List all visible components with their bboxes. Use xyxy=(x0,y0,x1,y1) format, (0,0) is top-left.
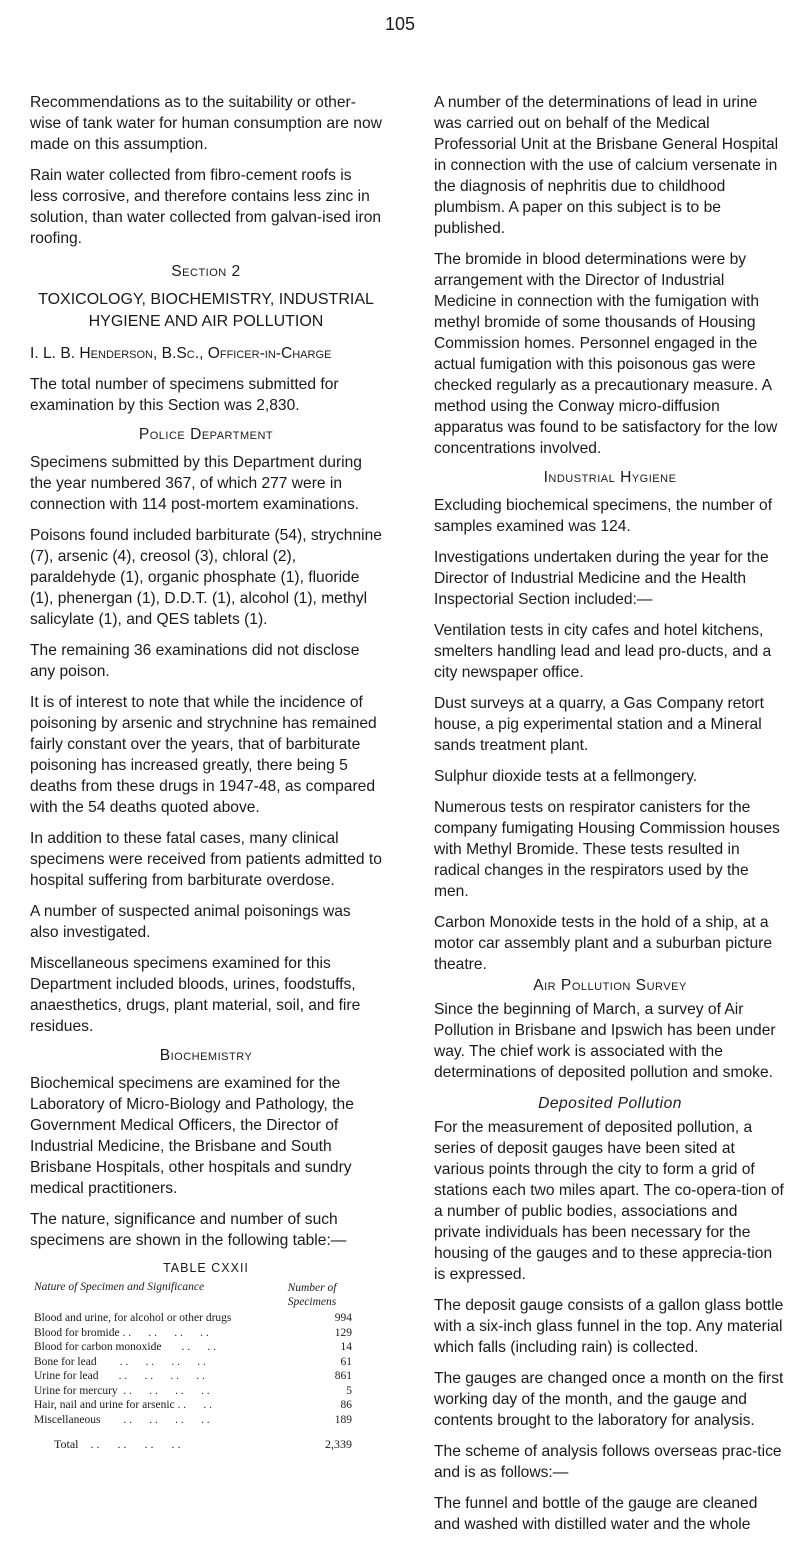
table-row xyxy=(34,1369,352,1384)
paragraph: It is of interest to note that while the incidence of poisoning by arsenic and strychnine has remained fairly constant over the years, that of barbiturate poisoning has increased greatly, there being 5 deaths from these drugs in 1947-48, as compared with the 54 deaths quoted above. xyxy=(30,694,377,816)
paragraph: Recommendations as to the suitability or other-wise of tank water for human consumption are now made on this assumption. xyxy=(30,94,382,153)
table-row xyxy=(34,1398,352,1413)
section-label: Section 2 xyxy=(171,263,241,280)
table-cell-number: 189 xyxy=(334,1413,352,1426)
paragraph: Miscellaneous specimens examined for this Department included bloods, urines, foodstuffs, anaesthetics, drugs, plant material, soil, and fire residues. xyxy=(30,955,361,1035)
paragraph: Specimens submitted by this Department during the year numbered 367, of which 277 were in connection with 114 post-mortem examinations. xyxy=(30,454,362,513)
table-cell-number: 14 xyxy=(340,1341,352,1353)
table-cell-number: 5 xyxy=(346,1384,352,1397)
paragraph: Dust surveys at a quarry, a Gas Company retort house, a pig experimental station and a Mineral sands treatment plant. xyxy=(434,695,764,754)
table-body xyxy=(34,1311,352,1427)
paragraph: The scheme of analysis follows overseas prac-tice and is as follows:— xyxy=(434,1443,782,1481)
paragraph: Biochemical specimens are examined for the Laboratory of Micro-Biology and Pathology, the Government Medical Officers, the Director of Industrial Medicine, the Brisbane and South Brisbane Hospitals, other hospitals and sundry medical practitioners. xyxy=(30,1075,354,1197)
table-cell-number: 61 xyxy=(340,1355,352,1368)
table-cell-nature: Blood for carbon monoxide . . . . xyxy=(34,1341,217,1353)
paragraph: Since the beginning of March, a survey of Air Pollution in Brisbane and Ipswich has been under way. The chief work is associated with the determinations of deposited pollution and smoke. xyxy=(434,1001,776,1081)
table-row xyxy=(34,1355,352,1370)
air-pollution-survey-heading: Air Pollution Survey xyxy=(533,977,687,994)
total-label: Total . . . . . . . . xyxy=(54,1437,181,1451)
paragraph: The deposit gauge consists of a gallon glass bottle with a six-inch glass funnel in the top. Any material which falls (including rain) is collected. xyxy=(434,1297,784,1356)
paragraph: Rain water collected from fibro-cement roofs is less corrosive, and therefore contains less zinc in solution, than water collected from galvan-ised iron roofing. xyxy=(30,167,382,247)
table-cell-nature: Hair, nail and urine for arsenic . . . . xyxy=(34,1399,213,1411)
officer-line: I. L. B. Henderson, B.Sc., Officer-in-Charge xyxy=(30,345,332,362)
table-cell-number: 129 xyxy=(334,1326,352,1339)
paragraph: Numerous tests on respirator canisters for the company fumigating Housing Commission houses with Methyl Bromide. These tests resulted in radical changes in the respirators used by the men. xyxy=(434,799,780,900)
table-row xyxy=(34,1384,352,1399)
table-cell-nature: Bone for lead . . . . . . . . xyxy=(34,1355,206,1368)
paragraph: A number of the determinations of lead in urine was carried out on behalf of the Medical Professorial Unit at the Brisbane General Hospital in connection with the use of calcium versenate in the diagnosis of nephritis due to childhood plumbism. A paper on this subject is to be published. xyxy=(434,94,779,237)
table-col-number: Number of Specimens xyxy=(287,1282,337,1308)
industrial-hygiene-heading: Industrial Hygiene xyxy=(543,469,677,486)
page-number: 105 xyxy=(384,14,416,34)
paragraph: A number of suspected animal poisonings was also investigated. xyxy=(30,903,351,941)
left-column xyxy=(30,92,382,1452)
table-header xyxy=(34,1281,352,1311)
table-row xyxy=(34,1311,352,1326)
paragraph: The total number of specimens submitted for examination by this Section was 2,830. xyxy=(30,376,339,414)
table-total-row xyxy=(34,1437,352,1452)
table-cell-nature: Blood and urine, for alcohol or other drugs xyxy=(34,1312,232,1324)
paragraph: Excluding biochemical specimens, the number of samples examined was 124. xyxy=(434,497,773,535)
deposited-pollution-heading: Deposited Pollution xyxy=(538,1095,682,1112)
paragraph: Ventilation tests in city cafes and hotel kitchens, smelters handling lead and lead pro-ducts, and a city newspaper office. xyxy=(434,622,772,681)
paragraph: Carbon Monoxide tests in the hold of a ship, at a motor car assembly plant and a suburban picture theatre. xyxy=(434,914,773,973)
table-title: TABLE CXXII xyxy=(163,1261,249,1275)
table-cell-nature: Urine for mercury . . . . . . . . xyxy=(34,1384,210,1397)
right-column xyxy=(434,92,786,1545)
table-cell-nature: Miscellaneous . . . . . . . . xyxy=(34,1413,210,1426)
police-heading: Police Department xyxy=(138,426,274,443)
table-row xyxy=(34,1340,352,1355)
paragraph: The gauges are changed once a month on the first working day of the month, and the gauge and contents brought to the laboratory for analysis. xyxy=(434,1370,784,1429)
table-row xyxy=(34,1413,352,1428)
biochemistry-heading: Biochemistry xyxy=(159,1047,253,1064)
paragraph: Sulphur dioxide tests at a fellmongery. xyxy=(434,768,698,785)
table-cell-number: 994 xyxy=(334,1312,352,1324)
paragraph: For the measurement of deposited pollution, a series of deposit gauges have been sited at various points through the city to form a grid of stations each two miles apart. The co-opera-tion of a number of public bodies, associations and private individuals has been necessary for the housing of the gauges and to these apprecia-tion is expressed. xyxy=(434,1119,784,1283)
paragraph: Investigations undertaken during the year for the Director of Industrial Medicine and the Health Inspectorial Section included:— xyxy=(434,549,769,608)
specimen-table xyxy=(34,1281,352,1452)
paragraph: Poisons found included barbiturate (54), strychnine (7), arsenic (4), creosol (3), chloral (2), paraldehyde (1), organic phosphate (1), fluoride (1), phenergan (1), D.D.T. (1), alcohol (1), methyl salicylate (1), and QES tablets (1). xyxy=(30,527,382,628)
paragraph: The nature, significance and number of such specimens are shown in the following table:— xyxy=(30,1211,347,1249)
table-cell-number: 86 xyxy=(340,1399,352,1411)
total-value: 2,339 xyxy=(325,1437,352,1451)
paragraph: The remaining 36 examinations did not disclose any poison. xyxy=(30,642,360,680)
paragraph: In addition to these fatal cases, many clinical specimens were received from patients admitted to hospital suffering from barbiturate overdose. xyxy=(30,830,382,889)
paragraph: The funnel and bottle of the gauge are cleaned and washed with distilled water and the whole xyxy=(434,1495,758,1533)
table-col-nature: Nature of Specimen and Significance xyxy=(34,1281,205,1293)
table-cell-nature: Urine for lead . . . . . . . . xyxy=(34,1370,205,1382)
paragraph: The bromide in blood determinations were by arrangement with the Director of Industrial Medicine in connection with the fumigation with methyl bromide of some thousands of Housing Commission homes. Personnel engaged in the actual fumigation with this poisonous gas were checked regularly as a precautionary measure. A method using the Conway micro-diffusion apparatus was found to be satisfactory for the low concentrations involved. xyxy=(434,251,778,457)
section-title: TOXICOLOGY, BIOCHEMISTRY, INDUSTRIAL HYGIENE AND AIR POLLUTION xyxy=(38,291,374,330)
table-cell-nature: Blood for bromide . . . . . . . . xyxy=(34,1326,209,1339)
table-row xyxy=(34,1326,352,1341)
table-cell-number: 861 xyxy=(334,1370,352,1382)
